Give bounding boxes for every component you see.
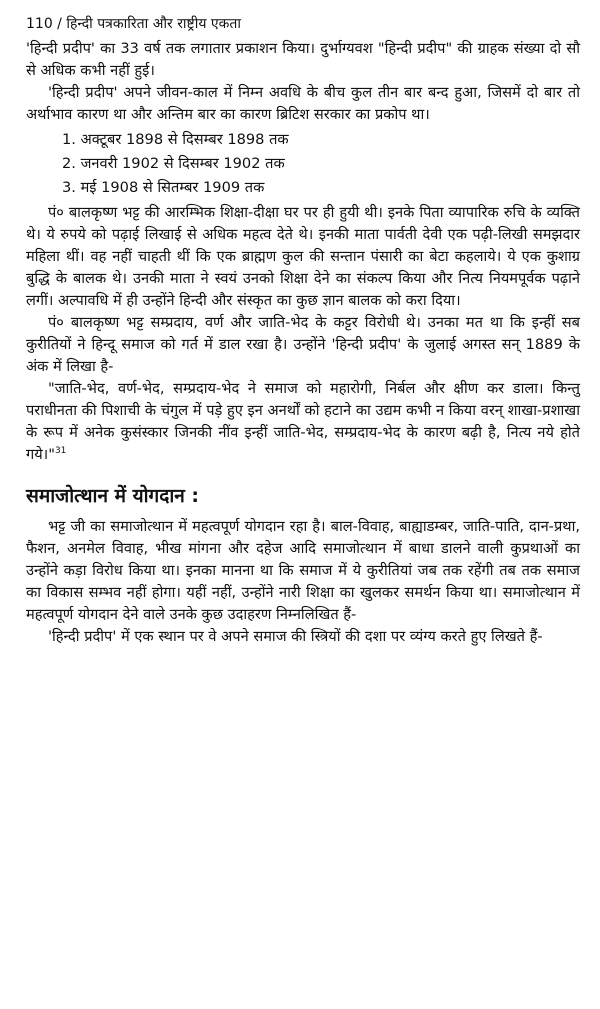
paragraph-caste-opposition: पं० बालकृष्ण भट्ट सम्प्रदाय, वर्ण और जाति-भेद के कट्टर विरोधी थे। उनका मत था कि इन्हीं सब कुरीतियों ने हिन्दू समाज को गर्त में डाल रखा है। उन्होंने 'हिन्दी प्रदीप' के जुलाई अगस्त सन् 1889 के अंक में लिखा है- bbox=[26, 314, 580, 375]
paragraph-women-satire: 'हिन्दी प्रदीप' में एक स्थान पर वे अपने समाज की स्त्रियों की दशा पर व्यंग्य करते हुए लिखते हैं- bbox=[48, 628, 543, 645]
list-item: 1. अक्टूबर 1898 से दिसम्बर 1898 तक bbox=[62, 131, 289, 148]
closure-periods-list bbox=[26, 128, 580, 200]
list-item: 2. जनवरी 1902 से दिसम्बर 1902 तक bbox=[62, 155, 285, 172]
paragraph-circulation: 'हिन्दी प्रदीप' का 33 वर्ष तक लगातार प्रकाशन किया। दुर्भाग्यवश "हिन्दी प्रदीप" की ग्राहक संख्या दो सौ से अधिक कभी नहीं हुई। bbox=[26, 40, 580, 79]
paragraph-early-education: पं० बालकृष्ण भट्ट की आरम्भिक शिक्षा-दीक्षा घर पर ही हुयी थी। इनके पिता व्यापारिक रुचि के व्यक्ति थे। ये रुपये को पढ़ाई लिखाई से अधिक महत्व देते थे। इनकी माता पार्वती देवी एक पढ़ी-लिखी समझदार महिला थीं। वह नहीं चाहती थीं कि एक ब्राह्मण कुल की सन्तान पंसारी का बेटा कहलाये। ये एक कुशाग्र बुद्धि के बालक थे। उनकी माता ने स्वयं उनको शिक्षा देने का संकल्प किया और नित्य नियमपूर्वक पढ़ाने लगीं। अल्पावधि में ही उन्होंने हिन्दी और संस्कृत का कुछ ज्ञान बालक को करा दिया। bbox=[26, 204, 580, 309]
block-quote bbox=[26, 378, 580, 466]
footnote-marker: 31 bbox=[54, 446, 67, 457]
section-heading: समाजोत्थान में योगदान : bbox=[26, 485, 200, 507]
paragraph-social-reform: भट्ट जी का समाजोत्थान में महत्वपूर्ण योगदान रहा है। बाल-विवाह, बाह्याडम्बर, जाति-पाति, दान-प्रथा, फैशन, अनमेल विवाह, भीख मांगना और दहेज आदि समाजोत्थान में बाधा डालने वाली कुप्रथाओं का उन्होंने कड़ा विरोध किया था। इनका मानना था कि समाज में ये कुरीतियां जब तक रहेंगी तब तक समाज का विकास सम्भव नहीं होगा। यहीं नहीं, उन्होंने नारी शिक्षा का खुलकर समर्थन किया था। समाजोत्थान में महत्वपूर्ण योगदान देने वाले उनके कुछ उदाहरण निम्नलिखित हैं- bbox=[26, 518, 580, 623]
list-item: 3. मई 1908 से सितम्बर 1909 तक bbox=[62, 179, 265, 196]
running-head: 110 / हिन्दी पत्रकारिता और राष्ट्रीय एकता bbox=[26, 16, 242, 32]
quote-text: "जाति-भेद, वर्ण-भेद, सम्प्रदाय-भेद ने समाज को महारोगी, निर्बल और क्षीण कर डाला। किन्तु पराधीनता की पिशाची के चंगुल में पड़े हुए इन अनर्थों को हटाने का उद्यम कभी न किया वरन् शाखा-प्रशाखा के रूप में अनेक कुसंस्कार जिनकी नींव इन्हीं जाति-भेद, सम्प्रदाय-भेद के कारण बढ़ी है, नित्य नये होते गये।" bbox=[26, 380, 580, 463]
paragraph-closures-intro: 'हिन्दी प्रदीप' अपने जीवन-काल में निम्न अवधि के बीच कुल तीन बार बन्द हुआ, जिसमें दो बार तो अर्थाभाव कारण था और अन्तिम बार का कारण ब्रिटिश सरकार का प्रकोप था। bbox=[26, 84, 580, 123]
